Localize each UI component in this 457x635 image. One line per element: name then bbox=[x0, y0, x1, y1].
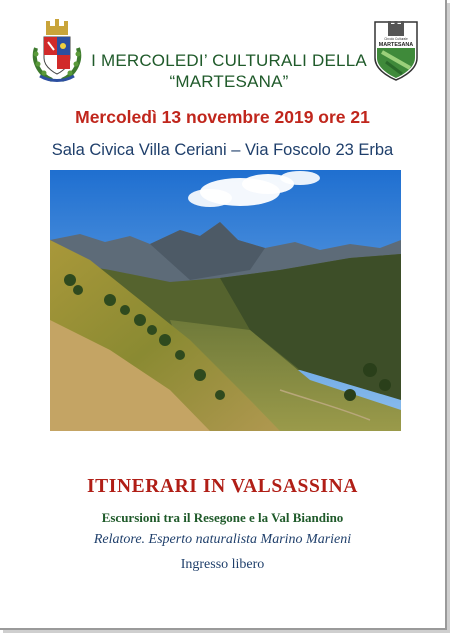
event-subtitle: Escursioni tra il Resegone e la Val Biandino bbox=[101, 510, 344, 525]
municipal-crest-icon bbox=[30, 18, 84, 84]
logo-caption: Circolo Culturale bbox=[384, 37, 408, 41]
martesana-logo-icon bbox=[372, 18, 420, 82]
series-title-line-1: I MERCOLEDI’ CULTURALI DELLA bbox=[91, 51, 367, 70]
event-entry: Ingresso libero bbox=[180, 557, 265, 572]
series-title-line-2: “MARTESANA” bbox=[169, 72, 289, 91]
logo-name: MARTESANA bbox=[378, 42, 414, 48]
event-speaker: Relatore. Esperto naturalista Marino Marieni bbox=[93, 532, 352, 547]
event-venue: Sala Civica Villa Ceriani – Via Foscolo 23 Erba bbox=[51, 141, 394, 159]
event-date: Mercoledì 13 novembre 2019 ore 21 bbox=[75, 107, 370, 127]
event-title: ITINERARI IN VALSASSINA bbox=[86, 476, 358, 497]
mountain-valley-photo bbox=[50, 170, 401, 431]
